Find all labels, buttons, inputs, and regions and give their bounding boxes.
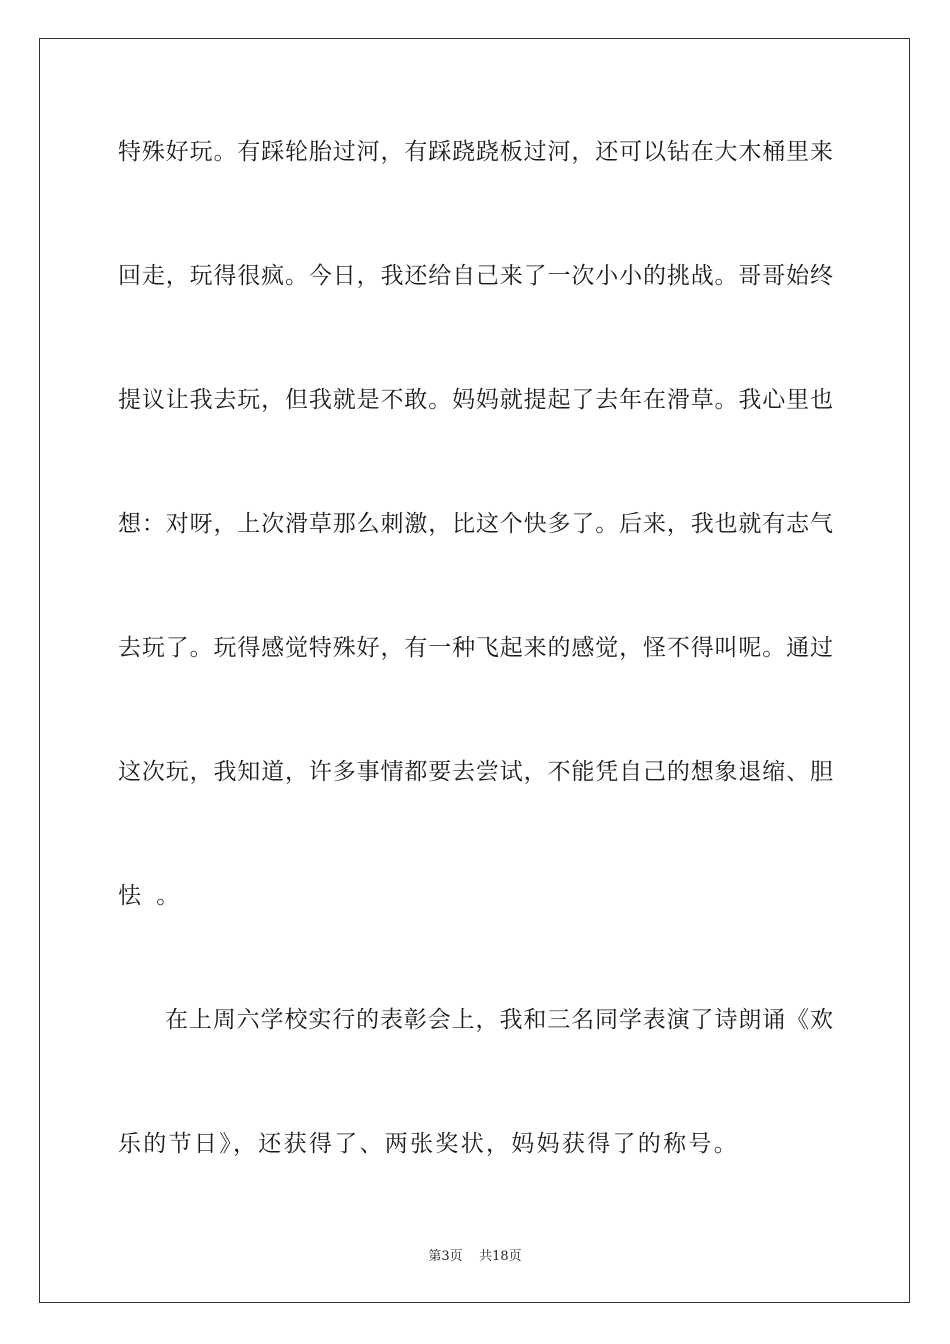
page-total: 共18页 [479, 1249, 522, 1264]
paragraph-line-4: 想：对呀，上次滑草那么刺激，比这个快多了。后来，我也就有志气 [118, 511, 833, 537]
paragraph-line-2: 回走，玩得很疯。今日，我还给自己来了一次小小的挑战。哥哥始终 [118, 263, 833, 289]
paragraph-line-9: 乐的节日》，还获得了、两张奖状，妈妈获得了的称号。 [118, 1131, 739, 1157]
paragraph-line-8: 在上周六学校实行的表彰会上，我和三名同学表演了诗朗诵《欢 [165, 1007, 833, 1033]
paragraph-line-7: 怯 。 [118, 883, 184, 909]
page-footer [0, 1248, 950, 1266]
paragraph-line-5: 去玩了。玩得感觉特殊好，有一种飞起来的感觉，怪不得叫呢。通过 [118, 635, 833, 661]
paragraph-line-6: 这次玩，我知道，许多事情都要去尝试，不能凭自己的想象退缩、胆 [118, 759, 833, 785]
paragraph-line-3: 提议让我去玩，但我就是不敢。妈妈就提起了去年在滑草。我心里也 [118, 387, 833, 413]
paragraph-line-1: 特殊好玩。有踩轮胎过河，有踩跷跷板过河，还可以钻在大木桶里来 [118, 139, 833, 165]
page-border [39, 38, 910, 1303]
page-number: 第3页 [428, 1249, 463, 1264]
